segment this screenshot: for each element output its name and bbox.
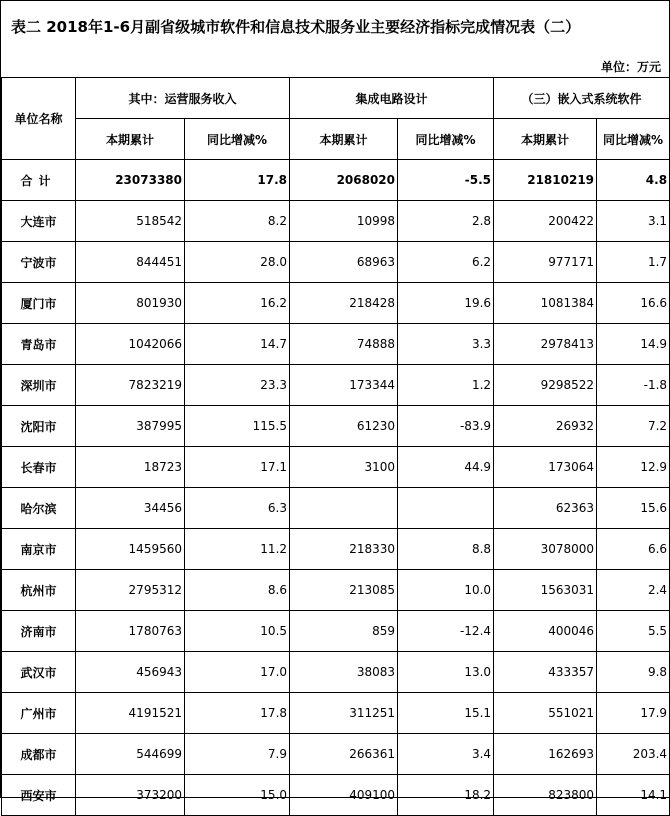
table-row [2, 447, 670, 488]
row-name: 合计 [2, 160, 76, 201]
table-row [2, 365, 670, 406]
cell-embedded-cumulative: 62363 [494, 488, 597, 529]
row-name: 西安市 [2, 775, 76, 816]
cell-ops-yoy: 14.7 [185, 324, 290, 365]
row-name: 成都市 [2, 734, 76, 775]
cell-embedded-yoy: 1.7 [597, 242, 670, 283]
cell-ic-cumulative: 213085 [290, 570, 398, 611]
cell-ops-yoy: 17.1 [185, 447, 290, 488]
cell-ops-cumulative: 544699 [76, 734, 185, 775]
cell-ic-cumulative: 74888 [290, 324, 398, 365]
cell-embedded-yoy: 2.4 [597, 570, 670, 611]
header-yoy-change: 同比增减% [597, 119, 670, 160]
row-name: 哈尔滨 [2, 488, 76, 529]
cell-ops-cumulative: 2795312 [76, 570, 185, 611]
data-table [1, 77, 670, 816]
header-group-ops-revenue: 其中：运营服务收入 [76, 78, 290, 119]
cell-embedded-yoy: 4.8 [597, 160, 670, 201]
cell-ops-yoy: 15.0 [185, 775, 290, 816]
header-cumulative: 本期累计 [494, 119, 597, 160]
cell-embedded-yoy: 5.5 [597, 611, 670, 652]
cell-ops-yoy: 28.0 [185, 242, 290, 283]
cell-embedded-cumulative: 977171 [494, 242, 597, 283]
row-name: 青岛市 [2, 324, 76, 365]
table-row [2, 693, 670, 734]
cell-ic-yoy: -5.5 [398, 160, 494, 201]
header-yoy-change: 同比增减% [185, 119, 290, 160]
unit-label: 单位：万元 [600, 60, 661, 74]
cell-embedded-yoy: 14.9 [597, 324, 670, 365]
cell-ops-yoy: 8.2 [185, 201, 290, 242]
row-name: 大连市 [2, 201, 76, 242]
cell-ops-yoy: 17.0 [185, 652, 290, 693]
cell-ops-yoy: 8.6 [185, 570, 290, 611]
row-name: 厦门市 [2, 283, 76, 324]
table-row [2, 652, 670, 693]
cell-ops-cumulative: 34456 [76, 488, 185, 529]
cell-ops-cumulative: 7823219 [76, 365, 185, 406]
cell-embedded-yoy: 12.9 [597, 447, 670, 488]
header-cumulative: 本期累计 [290, 119, 398, 160]
cell-embedded-cumulative: 551021 [494, 693, 597, 734]
cell-ops-cumulative: 1780763 [76, 611, 185, 652]
cell-ops-yoy: 10.5 [185, 611, 290, 652]
cell-embedded-cumulative: 26932 [494, 406, 597, 447]
cell-ic-cumulative: 311251 [290, 693, 398, 734]
cell-embedded-cumulative: 21810219 [494, 160, 597, 201]
cell-ops-yoy: 6.3 [185, 488, 290, 529]
cell-embedded-yoy: 14.1 [597, 775, 670, 816]
table-row [2, 570, 670, 611]
cell-ops-cumulative: 373200 [76, 775, 185, 816]
cell-ic-cumulative: 2068020 [290, 160, 398, 201]
cell-embedded-cumulative: 2978413 [494, 324, 597, 365]
cell-ops-cumulative: 387995 [76, 406, 185, 447]
row-name: 沈阳市 [2, 406, 76, 447]
cell-ic-yoy [398, 488, 494, 529]
cell-ops-cumulative: 1042066 [76, 324, 185, 365]
cell-ic-yoy: 15.1 [398, 693, 494, 734]
cell-ic-cumulative: 173344 [290, 365, 398, 406]
row-name: 杭州市 [2, 570, 76, 611]
table-row [2, 283, 670, 324]
table-row [2, 611, 670, 652]
cell-embedded-yoy: 203.4 [597, 734, 670, 775]
cell-embedded-yoy: 6.6 [597, 529, 670, 570]
cell-embedded-cumulative: 1563031 [494, 570, 597, 611]
table-title: 表二 2018年1-6月副省级城市软件和信息技术服务业主要经济指标完成情况表（二） [11, 18, 581, 36]
cell-embedded-cumulative: 200422 [494, 201, 597, 242]
cell-ic-yoy: 13.0 [398, 652, 494, 693]
cell-ic-cumulative: 266361 [290, 734, 398, 775]
cell-ic-yoy: 1.2 [398, 365, 494, 406]
cell-ic-yoy: 3.4 [398, 734, 494, 775]
cell-ic-yoy: 18.2 [398, 775, 494, 816]
cell-ic-yoy: 3.3 [398, 324, 494, 365]
cell-ops-cumulative: 1459560 [76, 529, 185, 570]
cell-ic-cumulative: 218428 [290, 283, 398, 324]
table-row-total [2, 160, 670, 201]
cell-ops-cumulative: 4191521 [76, 693, 185, 734]
table-row [2, 242, 670, 283]
row-name: 南京市 [2, 529, 76, 570]
cell-ic-yoy: 10.0 [398, 570, 494, 611]
header-group-embedded-software: （三）嵌入式系统软件 [494, 78, 670, 119]
row-name: 武汉市 [2, 652, 76, 693]
table-row [2, 324, 670, 365]
row-name: 深圳市 [2, 365, 76, 406]
cell-ic-cumulative: 409100 [290, 775, 398, 816]
cell-ic-yoy: 2.8 [398, 201, 494, 242]
table-row [2, 734, 670, 775]
cell-ic-cumulative: 68963 [290, 242, 398, 283]
cell-ic-cumulative: 61230 [290, 406, 398, 447]
cell-ops-yoy: 17.8 [185, 160, 290, 201]
cell-embedded-cumulative: 433357 [494, 652, 597, 693]
cell-embedded-cumulative: 162693 [494, 734, 597, 775]
cell-embedded-cumulative: 400046 [494, 611, 597, 652]
table-row [2, 775, 670, 816]
cell-ic-cumulative: 218330 [290, 529, 398, 570]
row-name: 宁波市 [2, 242, 76, 283]
cell-embedded-cumulative: 1081384 [494, 283, 597, 324]
cell-ic-cumulative: 3100 [290, 447, 398, 488]
cell-embedded-cumulative: 173064 [494, 447, 597, 488]
cell-ic-cumulative [290, 488, 398, 529]
cell-embedded-yoy: 17.9 [597, 693, 670, 734]
row-name: 济南市 [2, 611, 76, 652]
cell-ops-cumulative: 18723 [76, 447, 185, 488]
table-row [2, 529, 670, 570]
cell-ops-cumulative: 456943 [76, 652, 185, 693]
cell-ic-yoy: -12.4 [398, 611, 494, 652]
cell-ops-cumulative: 801930 [76, 283, 185, 324]
cell-ic-cumulative: 38083 [290, 652, 398, 693]
cell-ops-yoy: 115.5 [185, 406, 290, 447]
cell-ops-yoy: 23.3 [185, 365, 290, 406]
cell-ic-yoy: 6.2 [398, 242, 494, 283]
cell-ic-cumulative: 859 [290, 611, 398, 652]
row-name: 长春市 [2, 447, 76, 488]
table-row [2, 406, 670, 447]
cell-ops-cumulative: 844451 [76, 242, 185, 283]
cell-ic-yoy: 8.8 [398, 529, 494, 570]
cell-embedded-yoy: 15.6 [597, 488, 670, 529]
cell-ic-yoy: -83.9 [398, 406, 494, 447]
table-row [2, 201, 670, 242]
cell-ic-yoy: 44.9 [398, 447, 494, 488]
cell-ops-yoy: 7.9 [185, 734, 290, 775]
cell-ops-cumulative: 23073380 [76, 160, 185, 201]
cell-embedded-yoy: 3.1 [597, 201, 670, 242]
header-yoy-change: 同比增减% [398, 119, 494, 160]
cell-embedded-yoy: 9.8 [597, 652, 670, 693]
cell-embedded-cumulative: 3078000 [494, 529, 597, 570]
cell-embedded-yoy: 16.6 [597, 283, 670, 324]
cell-ops-yoy: 16.2 [185, 283, 290, 324]
row-name: 广州市 [2, 693, 76, 734]
cell-ops-yoy: 11.2 [185, 529, 290, 570]
cell-ic-cumulative: 10998 [290, 201, 398, 242]
table-row [2, 488, 670, 529]
cell-ops-yoy: 17.8 [185, 693, 290, 734]
cell-embedded-yoy: -1.8 [597, 365, 670, 406]
header-cumulative: 本期累计 [76, 119, 185, 160]
cell-ops-cumulative: 518542 [76, 201, 185, 242]
header-unit-name: 单位名称 [2, 78, 76, 160]
cell-ic-yoy: 19.6 [398, 283, 494, 324]
cell-embedded-cumulative: 9298522 [494, 365, 597, 406]
header-group-ic-design: 集成电路设计 [290, 78, 494, 119]
cell-embedded-yoy: 7.2 [597, 406, 670, 447]
cell-embedded-cumulative: 823800 [494, 775, 597, 816]
